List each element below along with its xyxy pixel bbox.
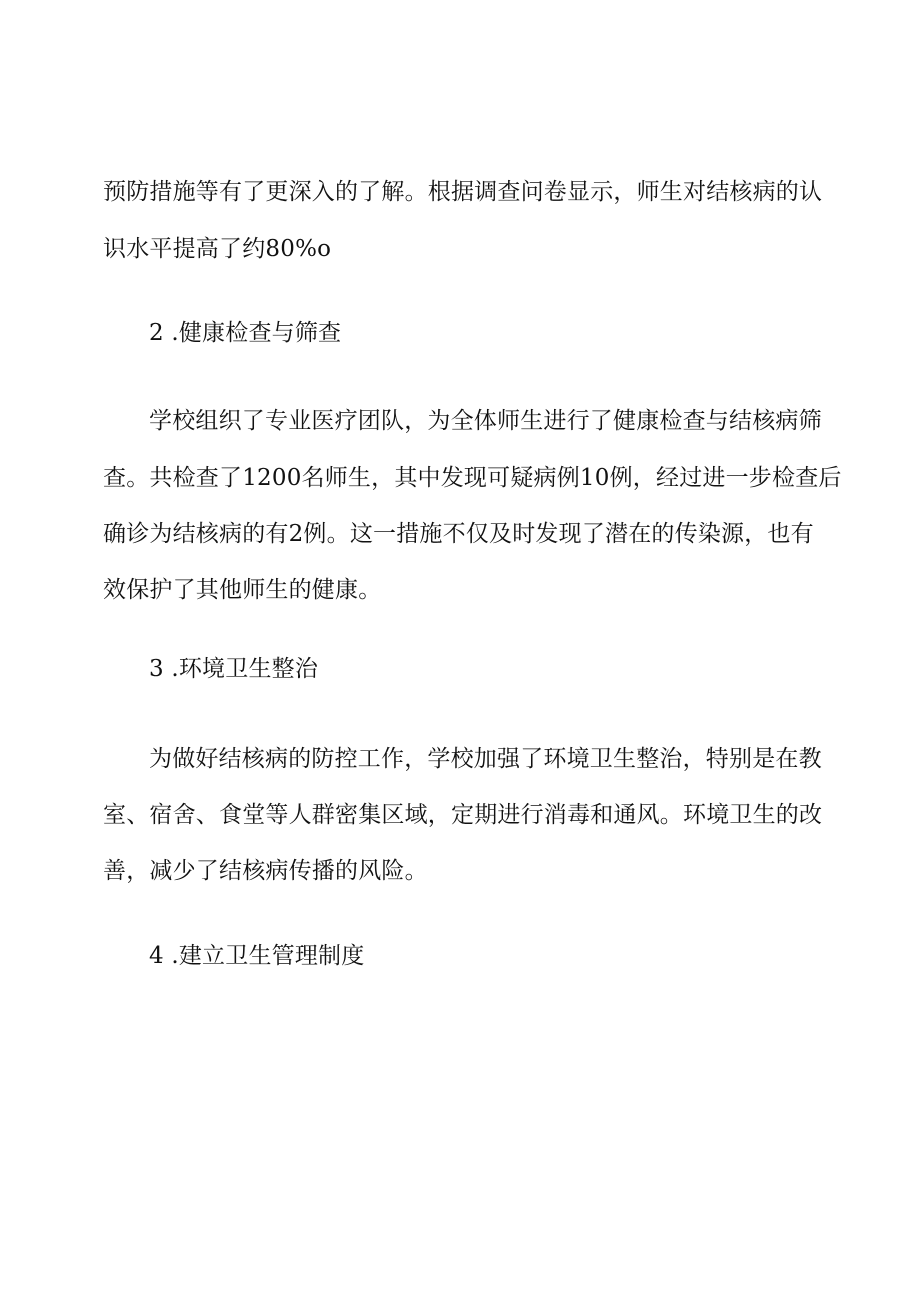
section-2-line-4: 效保护了其他师生的健康。 <box>103 577 382 603</box>
section-3-line-1: 为做好结核病的防控工作，学校加强了环境卫生整治，特别是在教 <box>149 746 822 772</box>
section-heading-health-check: 2 .健康检查与筛查 <box>149 320 342 346</box>
section-2-line-2: 查。共检查了1200名师生，其中发现可疑病例10例，经过进一步检查后 <box>103 465 842 491</box>
intro-line-2: 识水平提高了约80%o <box>103 236 332 262</box>
intro-line-1: 预防措施等有了更深入的了解。根据调查问卷显示，师生对结核病的认 <box>103 179 823 205</box>
section-3-line-3: 善，减少了结核病传播的风险。 <box>103 858 428 884</box>
section-3-line-2: 室、宿舍、食堂等人群密集区域，定期进行消毒和通风。环境卫生的改 <box>103 802 823 828</box>
section-2-line-3: 确诊为结核病的有2例。这一措施不仅及时发现了潜在的传染源，也有 <box>103 521 814 547</box>
section-heading-management: 4 .建立卫生管理制度 <box>149 943 365 969</box>
section-heading-environment: 3 .环境卫生整治 <box>149 656 319 682</box>
section-2-line-1: 学校组织了专业医疗团队，为全体师生进行了健康检查与结核病筛 <box>149 408 822 434</box>
